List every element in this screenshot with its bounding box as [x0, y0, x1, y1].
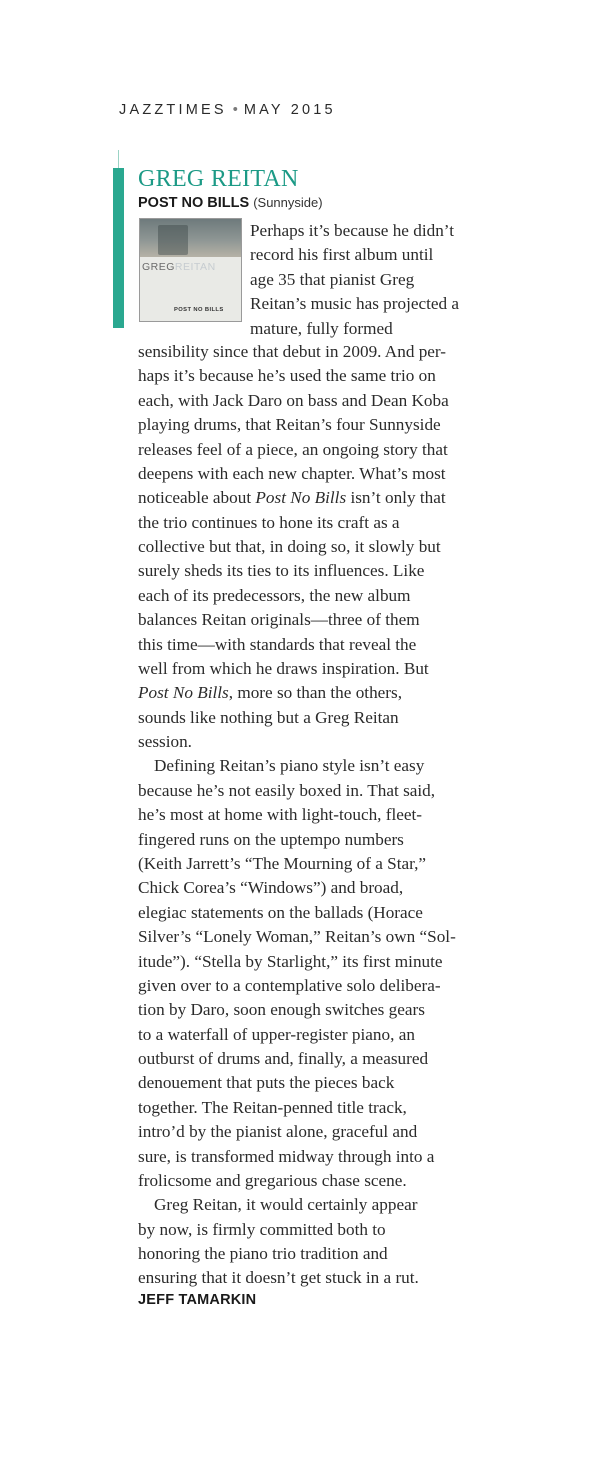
separator-dot: •	[232, 102, 238, 118]
cover-photo	[140, 219, 241, 257]
record-label: (Sunnyside)	[253, 195, 323, 210]
review-line: elegiac statements on the ballads (Horace	[138, 903, 423, 922]
review-line: sensibility since that debut in 2009. And per-	[138, 342, 447, 361]
review-line: tion by Daro, soon enough switches gears	[138, 1000, 425, 1019]
review-line: (Keith Jarrett’s “The Mourning of a Star,”	[138, 854, 427, 873]
accent-line	[118, 150, 119, 168]
review-line: intro’d by the pianist alone, graceful and	[138, 1122, 418, 1141]
review-line: together. The Reitan-penned title track,	[138, 1098, 407, 1117]
review-line: Defining Reitan’s piano style isn’t easy	[154, 756, 425, 775]
review-line: itude”). “Stella by Starlight,” its first minute	[138, 952, 443, 971]
album-title: POST NO BILLS	[138, 195, 250, 211]
review-line: each of its predecessors, the new album	[138, 586, 411, 605]
review-line: sure, is transformed midway through into a	[138, 1147, 435, 1166]
review-line: by now, is firmly committed both to	[138, 1220, 386, 1239]
review-line: Greg Reitan, it would certainly appear	[154, 1195, 418, 1214]
artist-name: GREG REITAN	[138, 166, 299, 192]
review-line: denouement that puts the pieces back	[138, 1073, 395, 1092]
review-line: Post No Bills, more so than the others,	[138, 683, 403, 702]
review-line: noticeable about Post No Bills isn’t only that	[138, 488, 446, 507]
review-line: Silver’s “Lonely Woman,” Reitan’s own “Sol-	[138, 927, 456, 946]
masthead	[119, 102, 336, 118]
review-line: record his first album until	[250, 245, 434, 264]
review-line: playing drums, that Reitan’s four Sunnyside	[138, 415, 441, 434]
review-line: Reitan’s music has projected a	[250, 294, 460, 313]
review-line: outburst of drums and, finally, a measured	[138, 1049, 429, 1068]
review-line: each, with Jack Daro on bass and Dean Koba	[138, 391, 449, 410]
review-line: because he’s not easily boxed in. That said,	[138, 781, 436, 800]
album-title-italic: Post No Bills	[138, 683, 229, 702]
review-line: he’s most at home with light-touch, fleet-	[138, 805, 423, 824]
cover-last-name: REITAN	[174, 261, 216, 273]
review-line: Perhaps it’s because he didn’t	[250, 221, 454, 240]
publication-name: JAZZTIMES	[119, 102, 227, 118]
review-line: haps it’s because he’s used the same trio on	[138, 366, 436, 385]
author-byline: JEFF TAMARKIN	[138, 1292, 257, 1308]
review-line: well from which he draws inspiration. But	[138, 659, 429, 678]
accent-bar	[113, 168, 124, 328]
album-title-italic: Post No Bills	[255, 488, 347, 507]
review-line: ensuring that it doesn’t get stuck in a rut.	[138, 1268, 419, 1287]
review-line: collective but that, in doing so, it slowly but	[138, 537, 441, 556]
review-line: surely sheds its ties to its influences. Like	[138, 561, 425, 580]
cover-artist	[142, 261, 216, 273]
cover-first-name: GREG	[142, 261, 175, 273]
review-line: fingered runs on the uptempo numbers	[138, 830, 404, 849]
review-line: the trio continues to hone its craft as a	[138, 513, 400, 532]
review-line: honoring the piano trio tradition and	[138, 1244, 388, 1263]
album-cover	[139, 218, 242, 322]
review-line: balances Reitan originals—three of them	[138, 610, 420, 629]
review-line: deepens with each new chapter. What’s most	[138, 464, 446, 483]
cover-title: POST NO BILLS	[174, 307, 224, 313]
review-line: frolicsome and gregarious chase scene.	[138, 1171, 407, 1190]
issue-date: MAY 2015	[243, 102, 336, 118]
review-line: age 35 that pianist Greg	[250, 270, 415, 289]
review-line: sounds like nothing but a Greg Reitan	[138, 708, 399, 727]
review-line: given over to a contemplative solo delibera-	[138, 976, 441, 995]
review-line: releases feel of a piece, an ongoing story that	[138, 440, 448, 459]
review-line: mature, fully formed	[250, 319, 393, 338]
album-line	[138, 195, 323, 211]
review-line: session.	[138, 732, 192, 751]
review-line: to a waterfall of upper-register piano, an	[138, 1025, 415, 1044]
review-line: Chick Corea’s “Windows”) and broad,	[138, 878, 404, 897]
review-line: this time—with standards that reveal the	[138, 635, 417, 654]
